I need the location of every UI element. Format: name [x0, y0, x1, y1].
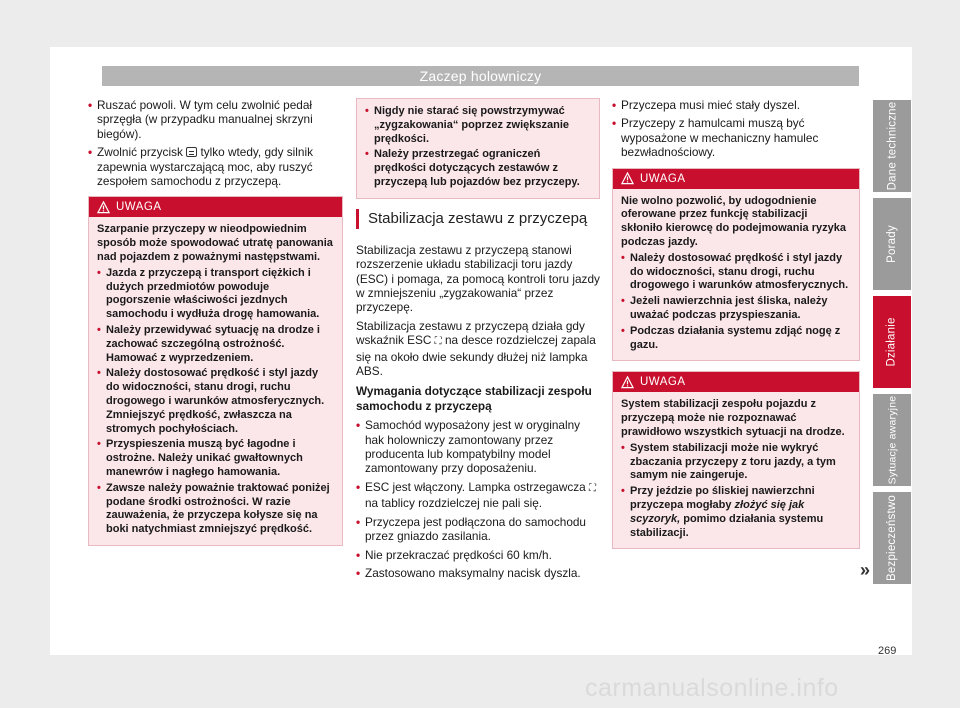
warning-label: UWAGA [116, 201, 162, 214]
list-item: • Przyczepa musi mieć stały dyszel. [612, 98, 860, 112]
warning-item: • Nigdy nie starać się powstrzymywać „zygzakowania“ poprzez zwiększanie prędkości. [365, 105, 591, 146]
warning-box [612, 168, 860, 362]
warning-box-continued [356, 98, 600, 199]
esc-warning-lamp-icon: ⛶ [589, 482, 597, 494]
warning-header [613, 372, 859, 392]
warning-body [613, 392, 859, 548]
auto-hold-button-icon [186, 147, 197, 157]
warning-item: • Przyspieszenia muszą być łagodne i ostrożne. Należy unikać gwałtownych manewrów i nagłego hamowania. [97, 438, 334, 479]
warning-triangle-icon [97, 201, 110, 214]
warning-item: • Zawsze należy poważnie traktować poniżej podane środki ostrożności. W razie zauważenia, że przyczepa kołysze się na boki natychmiast zmniejszyć prędkość. [97, 482, 334, 537]
warning-body [613, 189, 859, 361]
warning-triangle-icon [621, 172, 634, 185]
warning-header [89, 197, 342, 217]
warning-label: UWAGA [640, 376, 686, 389]
list-item: • Nie przekraczać prędkości 60 km/h. [356, 548, 600, 562]
page-number: 269 [878, 645, 897, 657]
list-item: • ESC jest włączony. Lampka ostrzegawcza ⛶ na tablicy rozdzielczej nie pali się. [356, 480, 600, 511]
continue-arrow: » [860, 560, 871, 580]
warning-item: • System stabilizacji może nie wykryć zbaczania przyczepy z toru jazdy, a tym samym nie zaingeruje. [621, 442, 851, 483]
warning-item: • Jeżeli nawierzchnia jest śliska, należy uważać podczas przyspieszania. [621, 295, 851, 323]
tab-sytuacje-awaryjne[interactable]: Sytuacje awaryjne [873, 394, 911, 486]
section-title: Stabilizacja zestawu z przyczepą [356, 209, 600, 229]
tab-porady[interactable]: Porady [873, 198, 911, 290]
list-item: • Ruszać powoli. W tym celu zwolnić pedał sprzęgła (w przypadku manualnej skrzyni biegów). [88, 98, 343, 141]
warning-intro: Szarpanie przyczepy w nieodpowiednim sposób może spowodować utratę panowania nad pojazdem z poważnymi następstwami. [97, 223, 333, 264]
warning-intro: System stabilizacji zespołu pojazdu z przyczepą może nie rozpoznawać prawidłowo wszystkich sytuacji na drodze. [621, 398, 845, 438]
warning-header [613, 169, 859, 189]
warning-body [89, 217, 342, 545]
warning-item: • Jazda z przyczepą i transport ciężkich i dużych przedmiotów powoduje pogorszenie właściwości jezdnych samochodu i wydłuża drogę hamowania. [97, 267, 334, 322]
warning-item: • Należy dostosować prędkość i styl jazdy do widoczności, stanu drogi, ruchu drogowego i warunków atmosferycznych. Zmniejszyć prędkość, zwłaszcza na stromych pochyłościach. [97, 367, 334, 436]
warning-item: • Przy jeździe po śliskiej nawierzchni przyczepa mogłaby złożyć się jak scyzoryk, pomimo działania systemu stabilizacji. [621, 485, 851, 540]
watermark: carmanualsonline.info [585, 674, 839, 702]
page-header: Zaczep holowniczy [102, 66, 859, 86]
warning-box [612, 371, 860, 549]
list-item: • Zastosowano maksymalny nacisk dyszla. [356, 566, 600, 580]
warning-intro: Nie wolno pozwolić, by udogodnienie oferowane przez funkcję stabilizacji skłoniło kierowcę do podejmowania ryzyka podczas jazdy. [621, 194, 846, 249]
list-item: • Zwolnić przycisk tylko wtedy, gdy silnik zapewnia wystarczającą moc, aby ruszyć zespołem samochodu z przyczepą. [88, 145, 343, 188]
warning-label: UWAGA [640, 172, 686, 185]
warning-box [88, 196, 343, 546]
warning-item: • Należy dostosować prędkość i styl jazdy do widoczności, stanu drogi, ruchu drogowego i warunków atmosferycznych. [621, 252, 851, 293]
esc-warning-lamp-icon: ⛶ [434, 336, 442, 348]
subheading: Wymagania dotyczące stabilizacji zespołu samochodu z przyczepą [356, 384, 592, 413]
warning-item: • Należy przestrzegać ograniczeń prędkości dotyczących zestawów z przyczepą lub pojazdów bez przyczepy. [365, 148, 591, 189]
warning-item: • Należy przewidywać sytuację na drodze i zachować szczególną ostrożność. Hamować z wyprzedzeniem. [97, 324, 334, 365]
paragraph: Stabilizacja zestawu z przyczepą działa gdy wskaźnik ESC ⛶ na desce rozdzielczej zapala się na około dwie sekundy dłużej niż lampka ABS. [356, 318, 596, 379]
warning-body [357, 99, 599, 198]
tab-dane-techniczne[interactable]: Dane techniczne [873, 100, 911, 192]
column-3 [612, 98, 860, 559]
warning-item: • Podczas działania systemu zdjąć nogę z gazu. [621, 325, 851, 353]
list-item: • Samochód wyposażony jest w oryginalny hak holowniczy zamontowany przez producenta lub kompatybilny model zamontowany przy doposażeniu. [356, 418, 600, 476]
paragraph: Stabilizacja zestawu z przyczepą stanowi rozszerzenie układu stabilizacji toru jazdy (ESC) i pomaga, za pomocą kontroli toru jazdy w zmniejszeniu „zygzakowania“ przez przyczepę. [356, 242, 600, 315]
warning-triangle-icon [621, 376, 634, 389]
tab-dzialanie[interactable]: Działanie [873, 296, 911, 388]
column-2 [356, 98, 600, 584]
tab-bezpieczenstwo[interactable]: Bezpieczeństwo [873, 492, 911, 584]
column-1 [88, 98, 343, 556]
list-item: • Przyczepa jest podłączona do samochodu przez gniazdo zasilania. [356, 515, 600, 544]
list-item: • Przyczepy z hamulcami muszą być wyposażone w mechaniczny hamulec bezwładnościowy. [612, 116, 860, 159]
